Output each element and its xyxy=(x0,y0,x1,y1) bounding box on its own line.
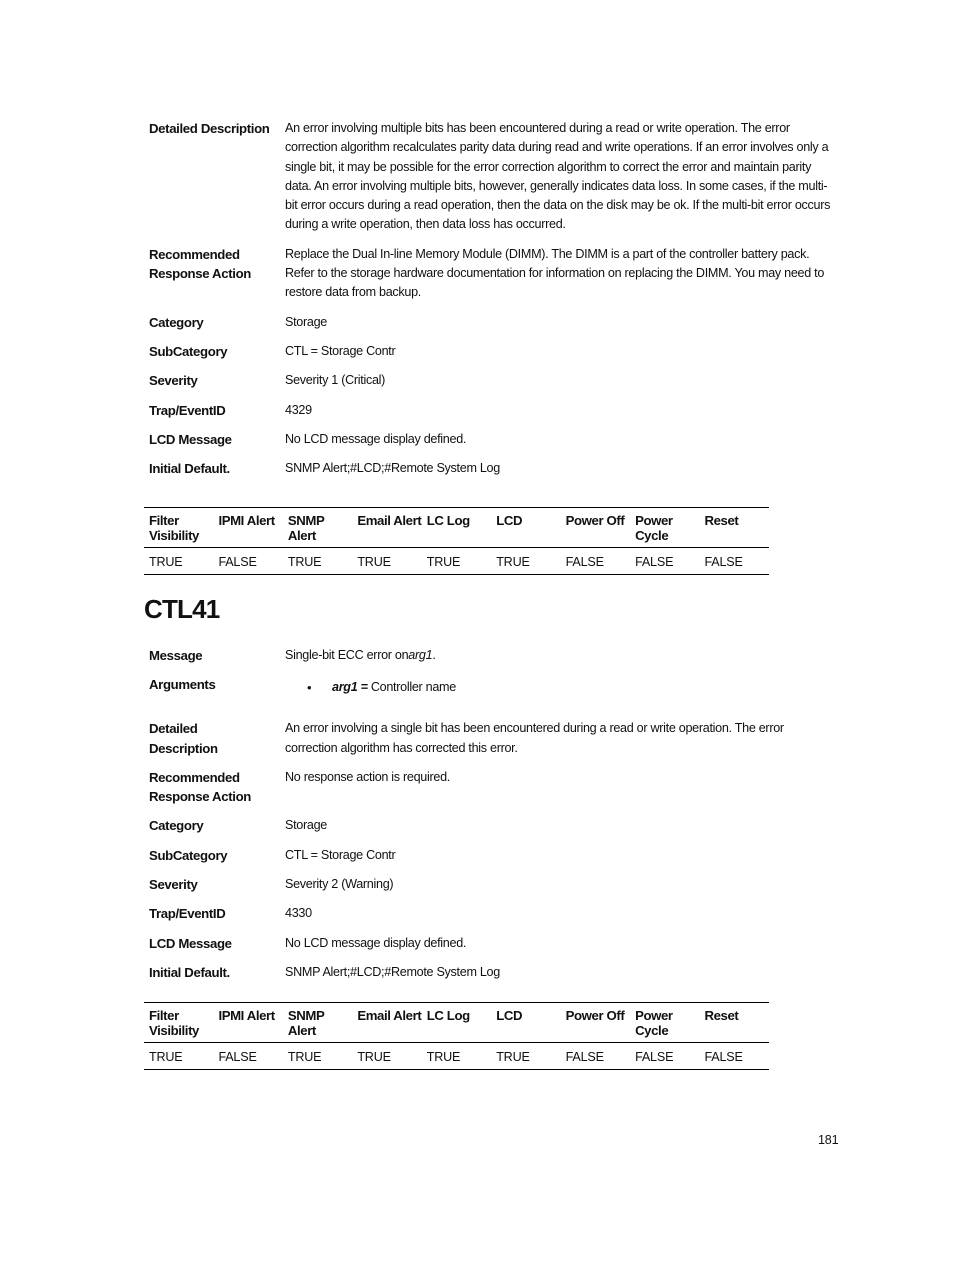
table-cell: TRUE xyxy=(491,1043,560,1070)
arguments-list xyxy=(285,678,839,697)
field-label: Recommended Response Action xyxy=(149,246,251,282)
arguments-value xyxy=(285,675,839,697)
field-value: Replace the Dual In-line Memory Module (DIMM). The DIMM is a part of the controller battery pack. Refer to the storage hardware documentation for information on replacing the DIMM. You may need to restore data from backup. xyxy=(285,246,825,300)
table-header-row xyxy=(144,1003,769,1043)
table-cell: TRUE xyxy=(352,1043,421,1070)
prev-category-row xyxy=(149,313,839,332)
field-label: SubCategory xyxy=(149,847,228,863)
table-cell: TRUE xyxy=(283,1043,352,1070)
argument-description: Controller name xyxy=(370,680,456,695)
field-label: Recommended Response Action xyxy=(149,769,251,805)
message-arg: arg1 xyxy=(408,648,433,662)
field-value: SNMP Alert;#LCD;#Remote System Log xyxy=(285,964,500,979)
field-label: LCD Message xyxy=(149,935,232,951)
table-cell: TRUE xyxy=(422,1043,491,1070)
ctl41-severity-row xyxy=(149,875,839,894)
field-label: Trap/EventID xyxy=(149,906,226,922)
column-header: Email Alert xyxy=(352,1003,421,1043)
message-suffix: . xyxy=(432,648,436,662)
column-header: LC Log xyxy=(422,1003,491,1043)
column-header: Filter Visibility xyxy=(144,508,213,548)
field-value: An error involving a single bit has been encountered during a read or write operation. The error correction algorithm has corrected this error. xyxy=(285,721,784,755)
table-cell: TRUE xyxy=(422,548,491,575)
column-header: SNMP Alert xyxy=(283,508,352,548)
table-cell: FALSE xyxy=(700,548,770,575)
field-value: No LCD message display defined. xyxy=(285,935,467,950)
ctl41-details xyxy=(149,646,839,982)
ctl41-detailed-description-row xyxy=(149,719,839,758)
column-header: LCD xyxy=(491,1003,560,1043)
table-cell: FALSE xyxy=(561,1043,630,1070)
table-cell: TRUE xyxy=(352,548,421,575)
field-value: Storage xyxy=(285,818,328,833)
field-value: 4329 xyxy=(285,402,312,417)
ctl41-category-row xyxy=(149,816,839,835)
field-label: Category xyxy=(149,314,204,330)
page-number: 181 xyxy=(818,1133,839,1147)
column-header: Reset xyxy=(700,1003,770,1043)
bullet-icon: • xyxy=(307,680,312,696)
ctl41-initial-default-row xyxy=(149,963,839,982)
field-value: Severity 1 (Critical) xyxy=(285,373,386,388)
field-value: No response action is required. xyxy=(285,769,451,784)
field-value: Storage xyxy=(285,314,328,329)
table-header-row xyxy=(144,508,769,548)
prev-event-id-row xyxy=(149,401,839,420)
field-value: CTL = Storage Contr xyxy=(285,847,396,862)
table-row xyxy=(144,548,769,575)
column-header: Filter Visibility xyxy=(144,1003,213,1043)
ctl41-arguments-row xyxy=(149,675,839,697)
column-header: Power Off xyxy=(561,1003,630,1043)
column-header: LC Log xyxy=(422,508,491,548)
message-value xyxy=(285,646,839,665)
table-cell: FALSE xyxy=(630,1043,699,1070)
ctl41-filter-table xyxy=(144,1002,769,1070)
prev-lcd-message-row xyxy=(149,430,839,449)
column-header: Reset xyxy=(700,508,770,548)
field-value: An error involving multiple bits has been encountered during a read or write operation. The error correction algorithm recalculates parity data during read and write operations. If an error involves only a single bit, it may be possible for the error correction algorithm to correct the error and maintain parity data. An error involving multiple bits, however, generally indicates data loss. In some cases, if the multi-bit error occurs during a read operation, then the data on the disk may be ok. If the multi-bit error occurs during a write operation, then data loss has occurred. xyxy=(285,121,831,232)
column-header: Power Cycle xyxy=(630,1003,699,1043)
table-cell: FALSE xyxy=(700,1043,770,1070)
field-label: Detailed Description xyxy=(149,721,218,756)
prev-severity-row xyxy=(149,371,839,390)
prev-initial-default-row xyxy=(149,459,839,478)
field-label: Trap/EventID xyxy=(149,402,226,418)
field-label: LCD Message xyxy=(149,431,232,447)
field-label: SubCategory xyxy=(149,343,228,359)
column-header: Power Cycle xyxy=(630,508,699,548)
field-label: Detailed Description xyxy=(149,121,270,136)
field-label: Initial Default. xyxy=(149,461,230,477)
field-value: No LCD message display defined. xyxy=(285,431,467,446)
table-cell: TRUE xyxy=(144,1043,213,1070)
column-header: SNMP Alert xyxy=(283,1003,352,1043)
column-header: LCD xyxy=(491,508,560,548)
ctl41-lcd-message-row xyxy=(149,934,839,953)
table-row xyxy=(144,1043,769,1070)
column-header: Power Off xyxy=(561,508,630,548)
field-value: 4330 xyxy=(285,906,312,921)
field-label: Category xyxy=(149,818,204,834)
ctl41-message-row xyxy=(149,646,839,665)
prev-detailed-description-row xyxy=(149,119,839,235)
column-header: Email Alert xyxy=(352,508,421,548)
column-header: IPMI Alert xyxy=(213,1003,282,1043)
column-header: IPMI Alert xyxy=(213,508,282,548)
table-cell: TRUE xyxy=(144,548,213,575)
prev-event-details xyxy=(149,119,839,478)
list-item xyxy=(285,678,839,697)
argument-name: arg1 = xyxy=(332,680,368,695)
prev-subcategory-row xyxy=(149,342,839,361)
field-label: Arguments xyxy=(149,677,216,693)
field-value: Severity 2 (Warning) xyxy=(285,877,394,892)
table-cell: FALSE xyxy=(561,548,630,575)
table-cell: FALSE xyxy=(213,1043,282,1070)
ctl41-recommended-action-row xyxy=(149,768,839,807)
table-cell: FALSE xyxy=(213,548,282,575)
field-label: Message xyxy=(149,648,203,663)
table-cell: TRUE xyxy=(491,548,560,575)
prev-recommended-action-row xyxy=(149,245,839,303)
section-title: CTL41 xyxy=(144,594,220,624)
ctl41-event-id-row xyxy=(149,904,839,923)
message-text: Single-bit ECC error on xyxy=(285,648,409,662)
field-value: CTL = Storage Contr xyxy=(285,343,396,358)
table-cell: FALSE xyxy=(630,548,699,575)
field-label: Severity xyxy=(149,373,198,389)
field-label: Severity xyxy=(149,877,198,893)
field-value: SNMP Alert;#LCD;#Remote System Log xyxy=(285,461,500,476)
prev-event-filter-table xyxy=(144,507,769,575)
ctl41-subcategory-row xyxy=(149,846,839,865)
table-cell: TRUE xyxy=(283,548,352,575)
field-label: Initial Default. xyxy=(149,964,230,980)
